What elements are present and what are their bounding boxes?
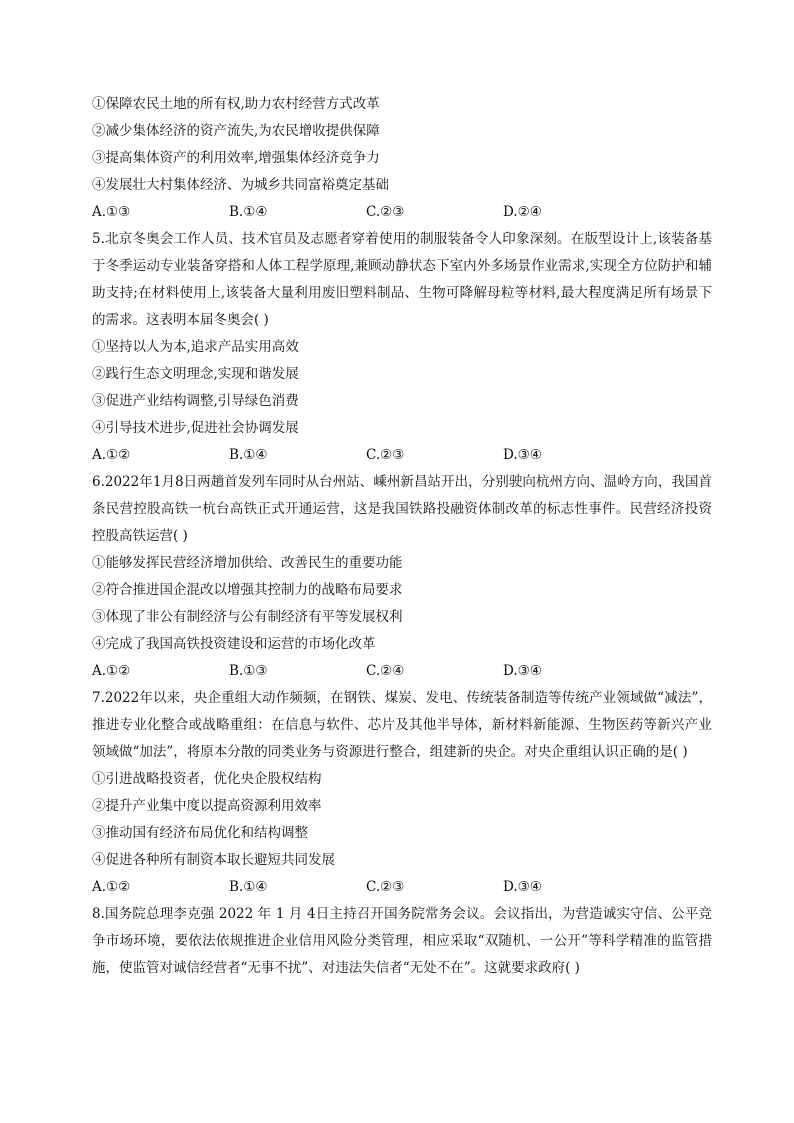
q5-option-b: B.①④ [229, 447, 268, 463]
q5-option-c: C.②③ [366, 447, 405, 463]
q6-option-d: D.③④ [503, 663, 542, 679]
q5-stem: 5.北京冬奥会工作人员、技术官员及志愿者穿着使用的制服装备令人印象深刻。在版型设计上,该装备基于冬季运动专业装备穿搭和人体工程学原理,兼顾动静状态下室内外多场景作业需求,实现全方位防护和辅助支持;在材料使用上,该装备大量利用废旧塑料制品、生物可降解母粒等材料,最大程度满足所有场景下的需求。这表明本届冬奥会( ) [92, 231, 712, 328]
question-5-items [92, 334, 712, 442]
q6-item-4: ④完成了我国高铁投资建设和运营的市场化改革 [92, 636, 376, 652]
q6-stem: 6.2022年1月8日两趟首发列车同时从台州站、嵊州新昌站开出，分别驶向杭州方向、温岭方向，我国首条民营控股高铁一杭台高铁正式开通运营，这是我国铁路投融资体制改革的标志性事件。民营经济投资控股高铁运营( ) [92, 474, 712, 544]
q7-item-3: ③推动国有经济布局优化和结构调整 [92, 825, 308, 841]
question-6-items [92, 550, 712, 658]
q7-option-b: B.①④ [229, 879, 268, 895]
q4-option-a: A.①③ [92, 204, 131, 220]
question-7-items [92, 766, 712, 874]
q6-option-b: B.①③ [229, 663, 268, 679]
q6-option-a: A.①② [92, 663, 131, 679]
q7-options [92, 874, 712, 901]
question-4-items [92, 91, 712, 199]
q7-option-d: D.③④ [503, 879, 542, 895]
q5-item-4: ④引导技术进步,促进社会协调发展 [92, 420, 299, 436]
q6-option-c: C.②④ [366, 663, 405, 679]
q7-option-a: A.①② [92, 879, 131, 895]
q8-stem: 8.国务院总理李克强 2022 年 1 月 4日主持召开国务院常务会议。会议指出，为营造诚实守信、公平竞争市场环境，要依法依规推进企业信用风险分类管理，相应采取“双随机、一公开”等科学精准的监管措施，使监管对诚信经营者“无事不扰”、对违法失信者“无处不在”。这就要求政府( ) [92, 906, 712, 976]
q5-option-a: A.①② [92, 447, 131, 463]
exam-page [92, 91, 712, 982]
q5-item-3: ③促进产业结构调整,引导绿色消费 [92, 393, 299, 409]
q7-option-c: C.②③ [366, 879, 405, 895]
q5-option-d: D.③④ [503, 447, 542, 463]
q4-item-3: ③提高集体资产的利用效率,增强集体经济竞争力 [92, 150, 380, 166]
q4-item-1: ①保障农民土地的所有权,助力农村经营方式改革 [92, 96, 380, 112]
q4-option-d: D.②④ [503, 204, 542, 220]
q6-item-3: ③体现了非公有制经济与公有制经济有平等发展权利 [92, 609, 403, 625]
q5-options [92, 442, 712, 469]
q5-item-1: ①坚持以人为本,追求产品实用高效 [92, 339, 299, 355]
q7-item-1: ①引进战略投资者，优化央企股权结构 [92, 771, 322, 787]
q7-item-2: ②提升产业集中度以提高资源利用效率 [92, 798, 322, 814]
q4-item-4: ④发展壮大村集体经济、为城乡共同富裕奠定基础 [92, 177, 389, 193]
q7-item-4: ④促进各种所有制资本取长避短共同发展 [92, 852, 335, 868]
q4-option-b: B.①④ [229, 204, 268, 220]
q6-item-1: ①能够发挥民营经济增加供给、改善民生的重要功能 [92, 555, 403, 571]
q6-item-2: ②符合推进国企混改以增强其控制力的战略布局要求 [92, 582, 403, 598]
q4-item-2: ②减少集体经济的资产流失,为农民增收提供保障 [92, 123, 380, 139]
q5-item-2: ②践行生态文明理念,实现和谐发展 [92, 366, 299, 382]
q7-stem: 7.2022年以来，央企重组大动作频频，在钢铁、煤炭、发电、传统装备制造等传统产业领域做“减法”，推进专业化整合或战略重组：在信息与软件、芯片及其他半导体，新材料新能源、生物医药等新兴产业领域做“加法”，将原本分散的同类业务与资源进行整合，组建新的央企。对央企重组认识正确的是( ) [92, 690, 712, 760]
q4-options [92, 199, 712, 226]
q6-options [92, 658, 712, 685]
q4-option-c: C.②③ [366, 204, 405, 220]
